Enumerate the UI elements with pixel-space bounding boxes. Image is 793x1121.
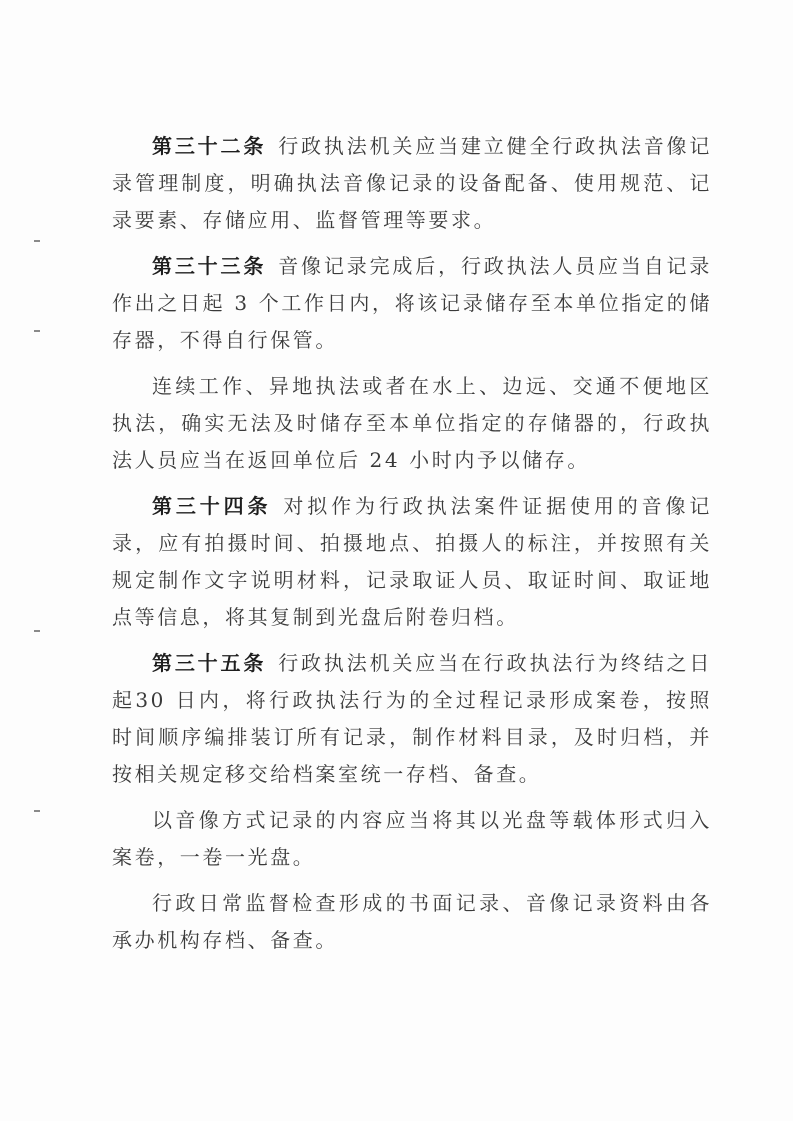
scan-mark bbox=[34, 330, 40, 332]
document-body bbox=[112, 128, 712, 968]
paragraph-text: 行政执法机关应当在行政执法行为终结之日起30 日内，将行政执法行为的全过程记录形成案卷，按照时间顺序编排装订所有记录，制作材料目录，及时归档，并按相关规定移交给档案室统一存档、备查。 bbox=[112, 651, 712, 786]
paragraph-text: 连续工作、异地执法或者在水上、边远、交通不便地区执法，确实无法及时储存至本单位指定的存储器的，行政执法人员应当在返回单位后 24 小时内予以储存。 bbox=[112, 374, 712, 472]
paragraph-text: 行政日常监督检查形成的书面记录、音像记录资料由各承办机构存档、备查。 bbox=[112, 891, 712, 952]
article-number: 第三十二条 bbox=[152, 134, 267, 158]
paragraph-article-34 bbox=[112, 488, 712, 636]
article-number: 第三十五条 bbox=[152, 651, 267, 675]
article-number: 第三十三条 bbox=[152, 254, 267, 278]
paragraph-article-35-continued bbox=[112, 885, 712, 959]
paragraph-article-33-continued bbox=[112, 368, 712, 479]
paragraph-article-35-continued bbox=[112, 802, 712, 876]
paragraph-article-35 bbox=[112, 645, 712, 793]
paragraph-text: 音像记录完成后，行政执法人员应当自记录作出之日起 3 个工作日内，将该记录储存至本单位指定的储存器，不得自行保管。 bbox=[112, 254, 712, 352]
paragraph-text: 行政执法机关应当建立健全行政执法音像记录管理制度，明确执法音像记录的设备配备、使用规范、记录要素、存储应用、监督管理等要求。 bbox=[112, 134, 712, 232]
scan-mark bbox=[34, 630, 40, 632]
paragraph-article-32 bbox=[112, 128, 712, 239]
article-number: 第三十四条 bbox=[152, 494, 272, 518]
scan-mark bbox=[34, 240, 40, 242]
paragraph-text: 以音像方式记录的内容应当将其以光盘等载体形式归入案卷，一卷一光盘。 bbox=[112, 808, 712, 869]
paragraph-text: 对拟作为行政执法案件证据使用的音像记录，应有拍摄时间、拍摄地点、拍摄人的标注，并按照有关规定制作文字说明材料，记录取证人员、取证时间、取证地点等信息，将其复制到光盘后附卷归档。 bbox=[112, 494, 712, 629]
paragraph-article-33 bbox=[112, 248, 712, 359]
scan-mark bbox=[34, 810, 40, 812]
